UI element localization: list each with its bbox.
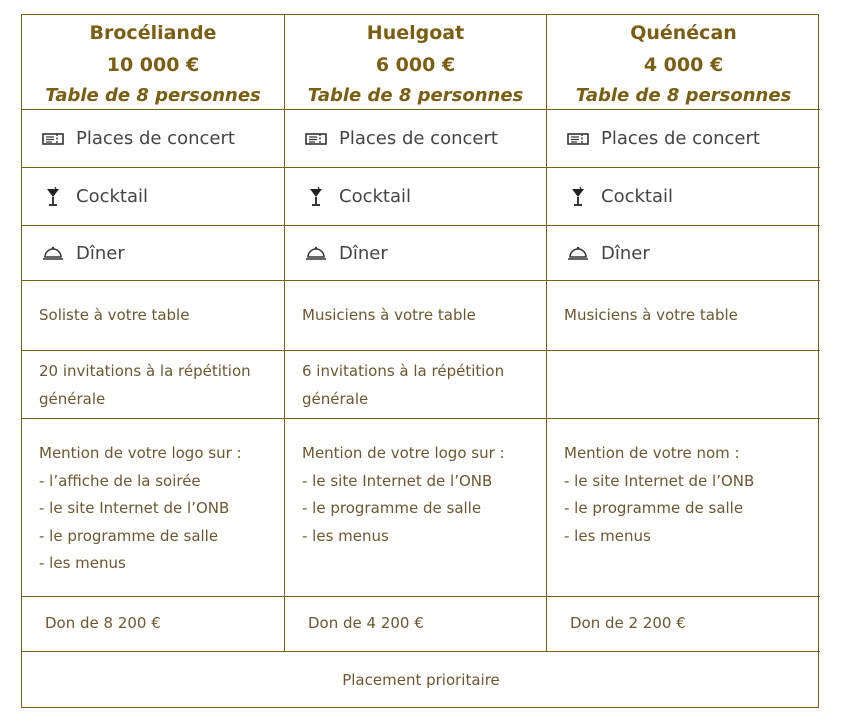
invitations-line: 20 invitations à la répétition	[39, 362, 251, 380]
package-name: Quénécan	[630, 22, 737, 44]
mention-line: Mention de votre logo sur :	[302, 444, 505, 462]
donation-cell	[22, 597, 285, 652]
package-table-size: Table de 8 personnes	[307, 85, 524, 106]
feature-cell	[547, 226, 820, 281]
donation-text: Don de 4 200 €	[308, 614, 424, 633]
feature-label: Dîner	[76, 242, 125, 264]
feature-cell	[22, 110, 285, 168]
cocktail-icon	[305, 186, 327, 208]
feature-label: Places de concert	[601, 128, 760, 149]
invitations-line: 6 invitations à la répétition	[302, 362, 505, 380]
priority-placement-text: Placement prioritaire	[342, 670, 500, 689]
donation-text: Don de 8 200 €	[45, 614, 161, 633]
mention-line: Mention de votre nom :	[564, 444, 740, 462]
ticket-icon	[42, 132, 64, 146]
cloche-icon	[42, 244, 64, 262]
mention-cell	[22, 419, 285, 597]
feature-label: Cocktail	[339, 186, 411, 207]
package-header-huelgoat	[285, 15, 547, 110]
feature-cell	[22, 226, 285, 281]
mention-line: - l’affiche de la soirée	[39, 471, 201, 490]
cloche-icon	[305, 244, 327, 262]
footer-cell	[22, 652, 820, 709]
package-header-quenecan	[547, 15, 820, 110]
feature-label: Dîner	[601, 242, 650, 264]
mention-line: Mention de votre logo sur :	[39, 444, 242, 462]
donation-cell	[285, 597, 547, 652]
feature-cell	[285, 168, 547, 226]
feature-cell	[285, 226, 547, 281]
ticket-icon	[567, 132, 589, 146]
package-price: 10 000 €	[106, 54, 200, 76]
package-name: Huelgoat	[366, 22, 465, 44]
invitations-cell	[22, 351, 285, 419]
feature-cell	[285, 110, 547, 168]
ticket-icon	[305, 132, 327, 146]
mention-line: - le site Internet de l’ONB	[564, 471, 755, 490]
musicians-text: Musiciens à votre table	[302, 305, 476, 324]
mention-line: - le programme de salle	[39, 526, 219, 545]
cocktail-icon	[567, 186, 589, 208]
package-table-size: Table de 8 personnes	[45, 85, 261, 106]
mention-line: - les menus	[564, 526, 651, 545]
mention-cell	[547, 419, 820, 597]
cloche-icon	[567, 244, 589, 262]
invitations-cell	[285, 351, 547, 419]
donation-text: Don de 2 200 €	[570, 614, 686, 633]
musicians-cell	[22, 281, 285, 351]
mention-line: - le programme de salle	[302, 499, 482, 517]
package-price: 6 000 €	[375, 54, 456, 76]
package-header-broceliande	[22, 15, 285, 110]
mention-line: - le site Internet de l’ONB	[302, 471, 493, 490]
mention-line: - le programme de salle	[564, 499, 744, 517]
mention-line: - le site Internet de l’ONB	[39, 499, 230, 517]
invitations-cell-empty	[547, 351, 820, 419]
mention-line: - les menus	[39, 554, 126, 572]
musicians-cell	[285, 281, 547, 351]
feature-label: Places de concert	[76, 128, 235, 149]
musicians-text: Soliste à votre table	[39, 305, 190, 324]
feature-cell	[547, 110, 820, 168]
feature-cell	[547, 168, 820, 226]
sponsorship-table	[21, 14, 819, 708]
feature-label: Places de concert	[339, 128, 498, 149]
package-name: Brocéliande	[89, 22, 217, 44]
feature-label: Cocktail	[76, 186, 148, 207]
feature-label: Dîner	[339, 242, 388, 264]
mention-cell	[285, 419, 547, 597]
mention-line: - les menus	[302, 526, 389, 545]
musicians-cell	[547, 281, 820, 351]
donation-cell	[547, 597, 820, 652]
feature-cell	[22, 168, 285, 226]
cocktail-icon	[42, 186, 64, 208]
feature-label: Cocktail	[601, 186, 673, 207]
musicians-text: Musiciens à votre table	[564, 305, 738, 324]
package-price: 4 000 €	[643, 54, 724, 76]
package-table-size: Table de 8 personnes	[575, 85, 792, 106]
invitations-line: générale	[39, 389, 106, 408]
invitations-line: générale	[302, 389, 369, 408]
